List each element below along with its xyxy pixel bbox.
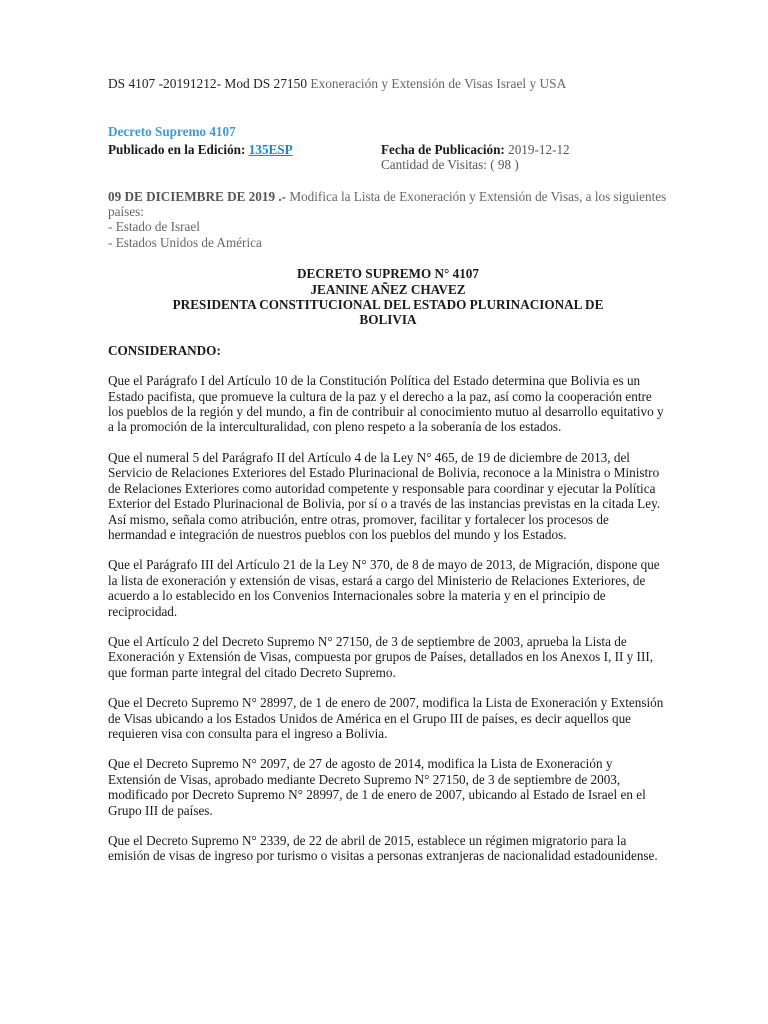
header-president-title: PRESIDENTA CONSTITUCIONAL DEL ESTADO PLURINACIONAL DE xyxy=(172,297,604,313)
decree-header xyxy=(108,266,668,328)
paragraph: Que el Decreto Supremo N° 2339, de 22 de abril de 2015, establece un régimen migratorio para la emisión de visas de ingreso por turismo o visitas a personas extranjeras de nacionalidad estadounidense. xyxy=(108,833,658,864)
edition-label: Publicado en la Edición: xyxy=(108,141,249,157)
edition-link[interactable]: 135ESP xyxy=(248,141,293,157)
paragraph: Que el Decreto Supremo N° 28997, de 1 de enero de 2007, modifica la Lista de Exoneración y Extensión de Visas ubicando a los Estados Unidos de América en el Grupo III de países, es decir aquellos que requieren visa con consulta para el ingreso a Bolivia. xyxy=(108,695,664,741)
intro-summary xyxy=(108,189,668,251)
publication-edition xyxy=(108,142,293,157)
paragraph: Que el Parágrafo III del Artículo 21 de la Ley N° 370, de 8 de mayo de 2013, de Migración, dispone que la lista de exoneración y extensión de visas, estará a cargo del Ministerio de Relaciones Exteriores, de acuerdo a lo establecido en los Convenios Internacionales sobre la materia y en el principio de reciprocidad. xyxy=(108,557,660,619)
document-page xyxy=(108,76,668,864)
document-title xyxy=(108,76,668,91)
decree-name: Decreto Supremo 4107 xyxy=(108,124,236,140)
date-value: 2019-12-12 xyxy=(504,141,570,157)
title-prefix: DS 4107 -20191212- Mod DS 27150 xyxy=(108,76,308,91)
publication-date xyxy=(381,142,570,157)
publication-row xyxy=(108,142,668,157)
header-president-name: JEANINE AÑEZ CHAVEZ xyxy=(310,281,466,297)
intro-text: Modifica la Lista de Exoneración y Extensión de Visas, a los siguientes países: xyxy=(108,188,667,220)
header-country: BOLIVIA xyxy=(359,312,417,328)
visit-count: Cantidad de Visitas: ( 98 ) xyxy=(381,157,519,173)
considerando-heading: CONSIDERANDO: xyxy=(108,342,221,358)
paragraph: Que el Parágrafo I del Artículo 10 de la Constitución Política del Estado determina que Bolivia es un Estado pacifista, que promueve la cultura de la paz y el derecho a la paz, así como la cooperación entre los pueblos de la región y del mundo, a fin de contribuir al conocimiento mutuo al desarrollo equitativo y a la promoción de la interculturalidad, con pleno respeto a la soberanía de los estados. xyxy=(108,373,664,435)
date-label: Fecha de Publicación: xyxy=(381,141,505,157)
intro-item-usa: - Estados Unidos de América xyxy=(108,234,262,250)
title-suffix: Exoneración y Extensión de Visas Israel y USA xyxy=(307,76,567,91)
intro-date: 09 DE DICIEMBRE DE 2019 .- xyxy=(108,188,287,204)
header-decree-number: DECRETO SUPREMO N° 4107 xyxy=(297,266,479,282)
intro-item-israel: - Estado de Israel xyxy=(108,219,200,235)
paragraph: Que el Decreto Supremo N° 2097, de 27 de agosto de 2014, modifica la Lista de Exoneración y Extensión de Visas, aprobado mediante Decreto Supremo N° 27150, de 3 de septiembre de 2003, modificado por Decreto Supremo N° 28997, de 1 de enero de 2007, ubicando al Estado de Israel en el Grupo III de países. xyxy=(108,756,646,818)
paragraph: Que el numeral 5 del Parágrafo II del Artículo 4 de la Ley N° 465, de 19 de diciembre de 2013, del Servicio de Relaciones Exteriores del Estado Plurinacional de Bolivia, reconoce a la Ministra o Ministro de Relaciones Exteriores como autoridad competente y responsable para coordinar y ejecutar la Política Exterior del Estado Plurinacional de Bolivia, por sí o a través de las instancias previstas en la citada Ley. Así mismo, señala como atribución, entre otras, promover, facilitar y fortalecer los procesos de hermandad e integración de nuestros pueblos con los pueblos del mundo y los Estados. xyxy=(108,449,661,542)
paragraph: Que el Artículo 2 del Decreto Supremo N° 27150, de 3 de septiembre de 2003, aprueba la Lista de Exoneración y Extensión de Visas, compuesta por grupos de Países, detallados en los Anexos I, II y III, que forman parte integral del citado Decreto Supremo. xyxy=(108,633,654,680)
